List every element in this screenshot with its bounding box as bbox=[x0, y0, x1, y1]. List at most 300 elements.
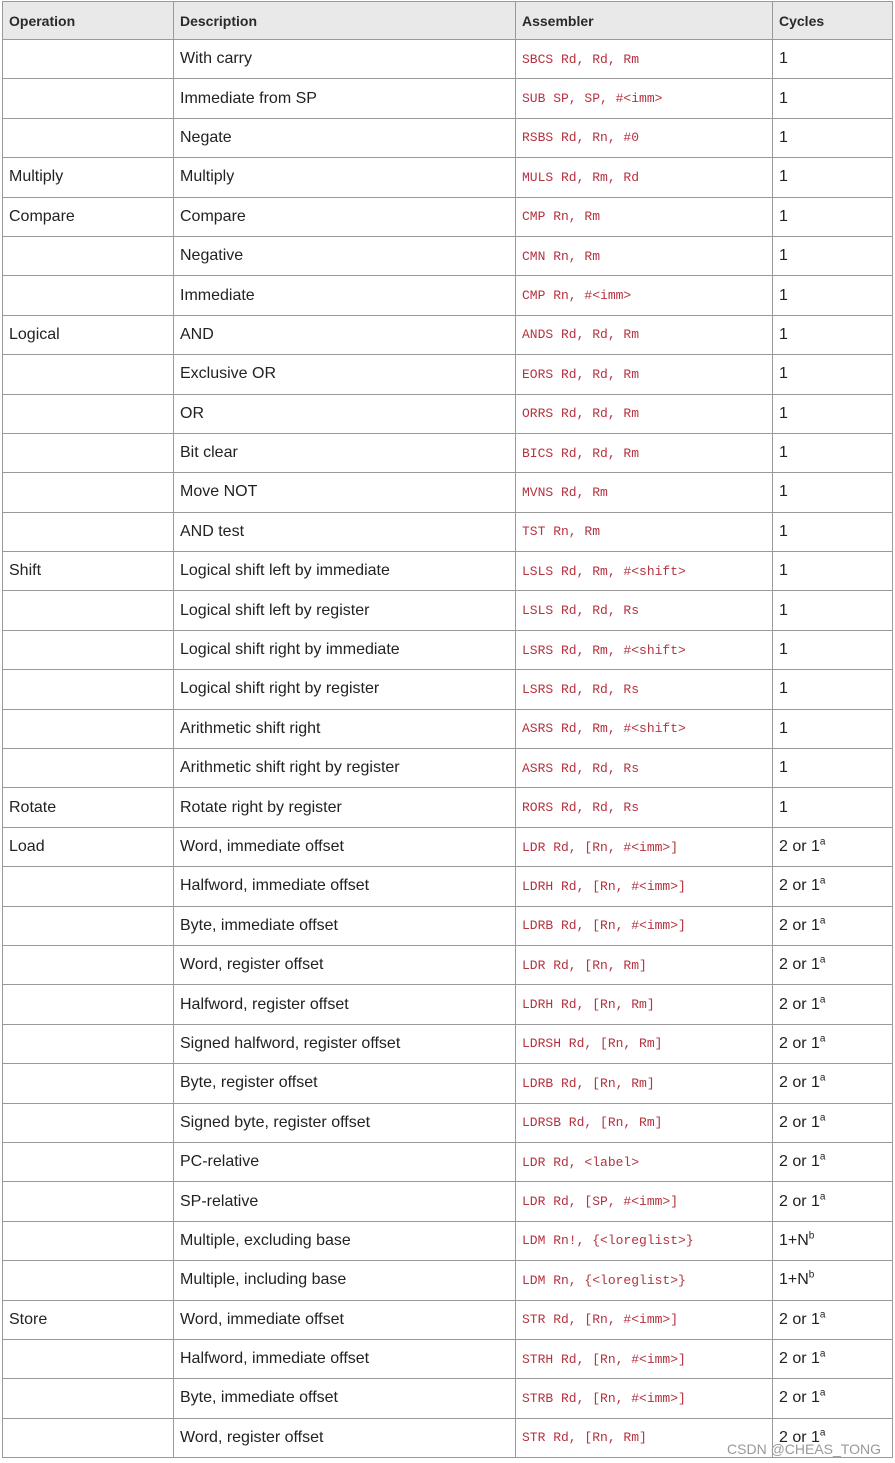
description-cell-text: Move NOT bbox=[180, 483, 258, 501]
cycles-cell bbox=[773, 906, 893, 945]
operation-cell bbox=[3, 355, 174, 394]
description-cell bbox=[174, 276, 516, 315]
description-cell bbox=[174, 630, 516, 669]
assembler-cell-text: LDRSH Rd, [Rn, Rm] bbox=[522, 1036, 663, 1052]
operation-cell bbox=[3, 1024, 174, 1063]
cycles-cell bbox=[773, 40, 893, 79]
cycles-cell-text: 1+N bbox=[779, 1231, 809, 1249]
description-cell-text: Halfword, register offset bbox=[180, 995, 349, 1013]
description-cell-text: Word, immediate offset bbox=[180, 838, 344, 855]
operation-cell-text: Compare bbox=[9, 207, 75, 225]
description-cell-text: Logical shift right by register bbox=[180, 680, 380, 698]
cycles-cell-text: 1 bbox=[779, 680, 788, 698]
assembler-cell-text: ORRS Rd, Rd, Rm bbox=[522, 406, 640, 422]
footnote-marker: a bbox=[819, 876, 826, 888]
footnote-marker: a bbox=[819, 1073, 826, 1085]
description-cell-text: Compare bbox=[180, 207, 246, 225]
footnote-marker: a bbox=[819, 836, 826, 848]
description-cell bbox=[174, 1064, 516, 1103]
cycles-cell bbox=[773, 394, 893, 433]
assembler-cell-text: SBCS Rd, Rd, Rm bbox=[522, 51, 640, 67]
table-row bbox=[3, 670, 893, 709]
assembler-cell bbox=[516, 552, 773, 591]
operation-cell bbox=[3, 867, 174, 906]
footnote-marker: a bbox=[819, 1151, 826, 1163]
operation-cell bbox=[3, 473, 174, 512]
description-cell-text: Multiply bbox=[180, 168, 235, 186]
assembler-cell-text: SUB SP, SP, #<imm> bbox=[522, 91, 663, 107]
assembler-cell-text: LDRSB Rd, [Rn, Rm] bbox=[522, 1115, 663, 1131]
description-cell-text: Signed halfword, register offset bbox=[180, 1034, 401, 1052]
assembler-cell bbox=[516, 118, 773, 157]
footnote-marker: a bbox=[819, 1191, 826, 1203]
table-row bbox=[3, 1024, 893, 1063]
description-cell-text: Immediate from SP bbox=[180, 89, 317, 107]
header-row bbox=[3, 2, 893, 40]
cycles-cell bbox=[773, 630, 893, 669]
operation-cell bbox=[3, 552, 174, 591]
description-cell bbox=[174, 1142, 516, 1181]
assembler-cell bbox=[516, 749, 773, 788]
operation-cell bbox=[3, 630, 174, 669]
description-cell bbox=[174, 1261, 516, 1300]
table-row bbox=[3, 1339, 893, 1378]
operation-cell bbox=[3, 79, 174, 118]
assembler-cell-text: RORS Rd, Rd, Rs bbox=[522, 800, 640, 816]
description-cell bbox=[174, 1300, 516, 1339]
header-operation: Operation bbox=[3, 2, 174, 40]
cycles-cell-text: 1 bbox=[779, 483, 788, 501]
assembler-cell-text: ASRS Rd, Rd, Rs bbox=[522, 760, 640, 776]
assembler-cell bbox=[516, 1261, 773, 1300]
assembler-cell-text: STRH Rd, [Rn, #<imm>] bbox=[522, 1351, 686, 1367]
footnote-marker: b bbox=[808, 1269, 815, 1281]
table-row bbox=[3, 867, 893, 906]
cycles-cell-text: 2 or 1 bbox=[779, 1113, 820, 1131]
watermark: CSDN @CHEAS_TONG bbox=[727, 1441, 881, 1457]
assembler-cell bbox=[516, 827, 773, 866]
cycles-cell-text: 2 or 1 bbox=[779, 916, 820, 934]
assembler-cell-text: LDRB Rd, [Rn, Rm] bbox=[522, 1075, 655, 1091]
operation-cell bbox=[3, 236, 174, 275]
assembler-cell-text: STR Rd, [Rn, #<imm>] bbox=[522, 1312, 679, 1328]
operation-cell bbox=[3, 394, 174, 433]
cycles-cell bbox=[773, 118, 893, 157]
header-description: Description bbox=[174, 2, 516, 40]
table-body bbox=[3, 40, 893, 1458]
description-cell-text: Arithmetic shift right by register bbox=[180, 759, 400, 777]
cycles-cell-text: 1 bbox=[779, 759, 788, 777]
cycles-cell bbox=[773, 985, 893, 1024]
description-cell bbox=[174, 788, 516, 827]
description-cell bbox=[174, 1103, 516, 1142]
table-row bbox=[3, 827, 893, 866]
cycles-cell bbox=[773, 1142, 893, 1181]
description-cell bbox=[174, 1182, 516, 1221]
table-row bbox=[3, 118, 893, 157]
cycles-cell-text: 2 or 1 bbox=[779, 1153, 820, 1171]
assembler-cell bbox=[516, 158, 773, 197]
cycles-cell-text: 2 or 1 bbox=[779, 1192, 820, 1210]
table-row bbox=[3, 79, 893, 118]
assembler-cell-text: CMP Rn, #<imm> bbox=[522, 288, 632, 304]
header-assembler: Assembler bbox=[516, 2, 773, 40]
cycles-cell bbox=[773, 236, 893, 275]
description-cell-text: Negative bbox=[180, 247, 244, 265]
cycles-cell bbox=[773, 1182, 893, 1221]
assembler-cell-text: LDRH Rd, [Rn, #<imm>] bbox=[522, 878, 686, 894]
assembler-cell-text: LSRS Rd, Rd, Rs bbox=[522, 681, 640, 697]
table-row bbox=[3, 1142, 893, 1181]
assembler-cell bbox=[516, 985, 773, 1024]
operation-cell bbox=[3, 1103, 174, 1142]
cycles-cell-text: 1 bbox=[779, 719, 788, 737]
table-row bbox=[3, 1103, 893, 1142]
cycles-cell bbox=[773, 867, 893, 906]
cycles-cell bbox=[773, 591, 893, 630]
assembler-cell bbox=[516, 236, 773, 275]
assembler-cell-text: LDM Rn!, {<loreglist>} bbox=[522, 1233, 694, 1249]
table-row bbox=[3, 394, 893, 433]
operation-cell bbox=[3, 788, 174, 827]
description-cell bbox=[174, 827, 516, 866]
operation-cell-text: Logical bbox=[9, 325, 60, 343]
assembler-cell-text: MVNS Rd, Rm bbox=[522, 484, 608, 500]
footnote-marker: a bbox=[819, 1348, 826, 1360]
cycles-cell-text: 1 bbox=[779, 601, 788, 619]
description-cell bbox=[174, 158, 516, 197]
cycles-cell bbox=[773, 788, 893, 827]
assembler-cell bbox=[516, 1103, 773, 1142]
cycles-cell-text: 1 bbox=[779, 562, 788, 580]
cycles-cell bbox=[773, 355, 893, 394]
cycles-cell-text: 1 bbox=[779, 404, 788, 422]
assembler-cell-text: LDM Rn, {<loreglist>} bbox=[522, 1272, 686, 1288]
operation-cell bbox=[3, 1182, 174, 1221]
operation-cell-text: Shift bbox=[9, 562, 42, 580]
assembler-cell-text: LDR Rd, <label> bbox=[522, 1154, 640, 1170]
assembler-cell bbox=[516, 1064, 773, 1103]
description-cell-text: Arithmetic shift right bbox=[180, 719, 321, 737]
cycles-cell-text: 1 bbox=[779, 89, 788, 107]
operation-cell bbox=[3, 315, 174, 354]
description-cell bbox=[174, 197, 516, 236]
cycles-cell-text: 1 bbox=[779, 50, 788, 68]
cycles-cell-text: 1 bbox=[779, 522, 788, 540]
cycles-cell bbox=[773, 158, 893, 197]
operation-cell bbox=[3, 945, 174, 984]
assembler-cell bbox=[516, 512, 773, 551]
cycles-cell-text: 1 bbox=[779, 444, 788, 462]
footnote-marker: a bbox=[819, 1427, 826, 1439]
description-cell bbox=[174, 236, 516, 275]
assembler-cell bbox=[516, 40, 773, 79]
assembler-cell-text: LSLS Rd, Rd, Rs bbox=[522, 603, 640, 619]
description-cell-text: Exclusive OR bbox=[180, 365, 277, 383]
description-cell-text: Byte, immediate offset bbox=[180, 1389, 338, 1407]
assembler-cell bbox=[516, 473, 773, 512]
description-cell bbox=[174, 355, 516, 394]
operation-cell bbox=[3, 512, 174, 551]
operation-cell bbox=[3, 670, 174, 709]
operation-cell bbox=[3, 433, 174, 472]
description-cell-text: Logical shift left by immediate bbox=[180, 562, 390, 580]
description-cell-text: Halfword, immediate offset bbox=[180, 1350, 370, 1368]
cycles-cell bbox=[773, 512, 893, 551]
cycles-cell-text: 2 or 1 bbox=[779, 995, 820, 1013]
description-cell bbox=[174, 79, 516, 118]
operation-cell bbox=[3, 709, 174, 748]
operation-cell-text: Rotate bbox=[9, 798, 57, 816]
assembler-cell-text: EORS Rd, Rd, Rm bbox=[522, 366, 640, 382]
assembler-cell-text: LDR Rd, [Rn, #<imm>] bbox=[522, 839, 679, 855]
cycles-cell-text: 1 bbox=[779, 286, 788, 304]
cycles-cell bbox=[773, 1024, 893, 1063]
assembler-cell bbox=[516, 1339, 773, 1378]
cycles-cell bbox=[773, 433, 893, 472]
assembler-cell bbox=[516, 945, 773, 984]
description-cell-text: OR bbox=[180, 404, 204, 422]
assembler-cell-text: CMP Rn, Rm bbox=[522, 209, 601, 225]
description-cell bbox=[174, 315, 516, 354]
cycles-cell bbox=[773, 670, 893, 709]
description-cell bbox=[174, 709, 516, 748]
description-cell bbox=[174, 512, 516, 551]
description-cell-text: PC-relative bbox=[180, 1153, 260, 1171]
description-cell bbox=[174, 906, 516, 945]
cycles-cell-text: 1+N bbox=[779, 1271, 809, 1289]
description-cell bbox=[174, 118, 516, 157]
header-cycles: Cycles bbox=[773, 2, 893, 40]
operation-cell bbox=[3, 276, 174, 315]
description-cell-text: Byte, immediate offset bbox=[180, 916, 338, 934]
table-row bbox=[3, 433, 893, 472]
cycles-cell bbox=[773, 1064, 893, 1103]
operation-cell-text: Store bbox=[9, 1310, 48, 1328]
operation-cell bbox=[3, 197, 174, 236]
table-row bbox=[3, 1379, 893, 1418]
operation-cell bbox=[3, 1064, 174, 1103]
footnote-marker: a bbox=[819, 1309, 826, 1321]
assembler-cell-text: MULS Rd, Rm, Rd bbox=[522, 169, 640, 185]
cycles-cell-text: 1 bbox=[779, 798, 788, 816]
cycles-cell-text: 1 bbox=[779, 325, 788, 343]
assembler-cell bbox=[516, 1182, 773, 1221]
assembler-cell-text: BICS Rd, Rd, Rm bbox=[522, 445, 640, 461]
cycles-cell-text: 1 bbox=[779, 168, 788, 186]
operation-cell bbox=[3, 827, 174, 866]
cycles-cell bbox=[773, 1300, 893, 1339]
assembler-cell bbox=[516, 1142, 773, 1181]
operation-cell bbox=[3, 1300, 174, 1339]
operation-cell bbox=[3, 1418, 174, 1457]
assembler-cell bbox=[516, 709, 773, 748]
table-row bbox=[3, 1261, 893, 1300]
operation-cell bbox=[3, 906, 174, 945]
description-cell-text: Word, register offset bbox=[180, 956, 324, 974]
cycles-cell-text: 1 bbox=[779, 128, 788, 146]
description-cell-text: Word, register offset bbox=[180, 1428, 324, 1446]
assembler-cell bbox=[516, 433, 773, 472]
operation-cell-text: Load bbox=[9, 838, 45, 855]
operation-cell bbox=[3, 1339, 174, 1378]
operation-cell bbox=[3, 749, 174, 788]
assembler-cell bbox=[516, 906, 773, 945]
footnote-marker: a bbox=[819, 1033, 826, 1045]
table-row bbox=[3, 788, 893, 827]
assembler-cell-text: STRB Rd, [Rn, #<imm>] bbox=[522, 1390, 686, 1406]
footnote-marker: a bbox=[819, 915, 826, 927]
cycles-cell-text: 2 or 1 bbox=[779, 1310, 820, 1328]
table-row bbox=[3, 709, 893, 748]
assembler-cell-text: LDR Rd, [Rn, Rm] bbox=[522, 957, 647, 973]
assembler-cell bbox=[516, 355, 773, 394]
assembler-cell-text: RSBS Rd, Rn, #0 bbox=[522, 130, 640, 146]
cycles-cell bbox=[773, 1261, 893, 1300]
description-cell bbox=[174, 394, 516, 433]
assembler-cell bbox=[516, 1024, 773, 1063]
cycles-cell bbox=[773, 473, 893, 512]
description-cell-text: AND bbox=[180, 325, 214, 343]
description-cell-text: Bit clear bbox=[180, 444, 238, 462]
assembler-cell bbox=[516, 315, 773, 354]
cycles-cell-text: 2 or 1 bbox=[779, 1074, 820, 1092]
assembler-cell-text: CMN Rn, Rm bbox=[522, 248, 601, 264]
cycles-cell bbox=[773, 276, 893, 315]
description-cell-text: Rotate right by register bbox=[180, 798, 342, 816]
footnote-marker: a bbox=[819, 994, 826, 1006]
description-cell-text: Negate bbox=[180, 128, 232, 146]
assembler-cell bbox=[516, 591, 773, 630]
assembler-cell bbox=[516, 1379, 773, 1418]
cycles-cell bbox=[773, 1379, 893, 1418]
cycles-cell bbox=[773, 709, 893, 748]
table-row bbox=[3, 236, 893, 275]
assembler-cell bbox=[516, 867, 773, 906]
cycles-cell bbox=[773, 945, 893, 984]
assembler-cell-text: LDRB Rd, [Rn, #<imm>] bbox=[522, 918, 686, 934]
cycles-cell bbox=[773, 552, 893, 591]
assembler-cell-text: ANDS Rd, Rd, Rm bbox=[522, 327, 640, 343]
table-row bbox=[3, 591, 893, 630]
assembler-cell bbox=[516, 276, 773, 315]
cycles-cell bbox=[773, 1221, 893, 1260]
description-cell-text: Multiple, excluding base bbox=[180, 1231, 351, 1249]
assembler-cell-text: LDRH Rd, [Rn, Rm] bbox=[522, 997, 655, 1013]
cycles-cell bbox=[773, 749, 893, 788]
description-cell-text: AND test bbox=[180, 522, 245, 540]
description-cell-text: Halfword, immediate offset bbox=[180, 877, 370, 895]
assembler-cell bbox=[516, 788, 773, 827]
table-row bbox=[3, 355, 893, 394]
operation-cell-text: Multiply bbox=[9, 168, 64, 186]
description-cell-text: With carry bbox=[180, 50, 252, 68]
footnote-marker: a bbox=[819, 1388, 826, 1400]
table-row bbox=[3, 749, 893, 788]
footnote-marker: a bbox=[819, 1112, 826, 1124]
description-cell-text: Byte, register offset bbox=[180, 1074, 318, 1092]
description-cell bbox=[174, 591, 516, 630]
description-cell bbox=[174, 1418, 516, 1457]
assembler-cell bbox=[516, 1221, 773, 1260]
table-row bbox=[3, 315, 893, 354]
assembler-cell-text: LDR Rd, [SP, #<imm>] bbox=[522, 1194, 679, 1210]
assembler-cell bbox=[516, 394, 773, 433]
cycles-cell-text: 1 bbox=[779, 207, 788, 225]
assembler-cell bbox=[516, 1300, 773, 1339]
table-row bbox=[3, 512, 893, 551]
description-cell bbox=[174, 552, 516, 591]
assembler-cell-text: TST Rn, Rm bbox=[522, 524, 601, 540]
description-cell bbox=[174, 749, 516, 788]
cycles-cell bbox=[773, 79, 893, 118]
cycles-cell-text: 1 bbox=[779, 641, 788, 659]
table-row bbox=[3, 552, 893, 591]
operation-cell bbox=[3, 40, 174, 79]
description-cell bbox=[174, 670, 516, 709]
table-row bbox=[3, 1300, 893, 1339]
description-cell bbox=[174, 473, 516, 512]
description-cell bbox=[174, 1024, 516, 1063]
operation-cell bbox=[3, 985, 174, 1024]
description-cell bbox=[174, 867, 516, 906]
assembler-cell-text: ASRS Rd, Rm, #<shift> bbox=[522, 721, 686, 737]
footnote-marker: a bbox=[819, 954, 826, 966]
cycles-cell-text: 2 or 1 bbox=[779, 877, 820, 895]
table-row bbox=[3, 473, 893, 512]
description-cell-text: Immediate bbox=[180, 286, 255, 304]
description-cell bbox=[174, 1221, 516, 1260]
description-cell bbox=[174, 1379, 516, 1418]
cycles-cell bbox=[773, 1103, 893, 1142]
operation-cell bbox=[3, 591, 174, 630]
description-cell-text: Word, immediate offset bbox=[180, 1310, 344, 1328]
cycles-cell-text: 1 bbox=[779, 365, 788, 383]
cycles-cell-text: 2 or 1 bbox=[779, 1350, 820, 1368]
assembler-cell bbox=[516, 197, 773, 236]
cycles-cell-text: 2 or 1 bbox=[779, 838, 820, 855]
assembler-cell-text: LSLS Rd, Rm, #<shift> bbox=[522, 563, 686, 579]
cycles-cell bbox=[773, 1339, 893, 1378]
description-cell-text: Signed byte, register offset bbox=[180, 1113, 371, 1131]
cycles-cell bbox=[773, 827, 893, 866]
instruction-table bbox=[2, 1, 893, 1458]
assembler-cell bbox=[516, 79, 773, 118]
cycles-cell-text: 2 or 1 bbox=[779, 1428, 820, 1446]
cycles-cell-text: 2 or 1 bbox=[779, 956, 820, 974]
operation-cell bbox=[3, 1221, 174, 1260]
description-cell bbox=[174, 985, 516, 1024]
assembler-cell-text: STR Rd, [Rn, Rm] bbox=[522, 1430, 647, 1446]
description-cell-text: SP-relative bbox=[180, 1192, 259, 1210]
cycles-cell bbox=[773, 197, 893, 236]
description-cell bbox=[174, 433, 516, 472]
description-cell-text: Multiple, including base bbox=[180, 1271, 347, 1289]
description-cell bbox=[174, 40, 516, 79]
table-row bbox=[3, 276, 893, 315]
table-row bbox=[3, 1182, 893, 1221]
cycles-cell-text: 2 or 1 bbox=[779, 1389, 820, 1407]
table-row bbox=[3, 158, 893, 197]
cycles-cell-text: 1 bbox=[779, 247, 788, 265]
assembler-cell-text: LSRS Rd, Rm, #<shift> bbox=[522, 642, 686, 658]
table-row bbox=[3, 630, 893, 669]
footnote-marker: b bbox=[808, 1230, 815, 1242]
description-cell-text: Logical shift left by register bbox=[180, 601, 370, 619]
table-row bbox=[3, 1221, 893, 1260]
table-row bbox=[3, 985, 893, 1024]
assembler-cell bbox=[516, 670, 773, 709]
